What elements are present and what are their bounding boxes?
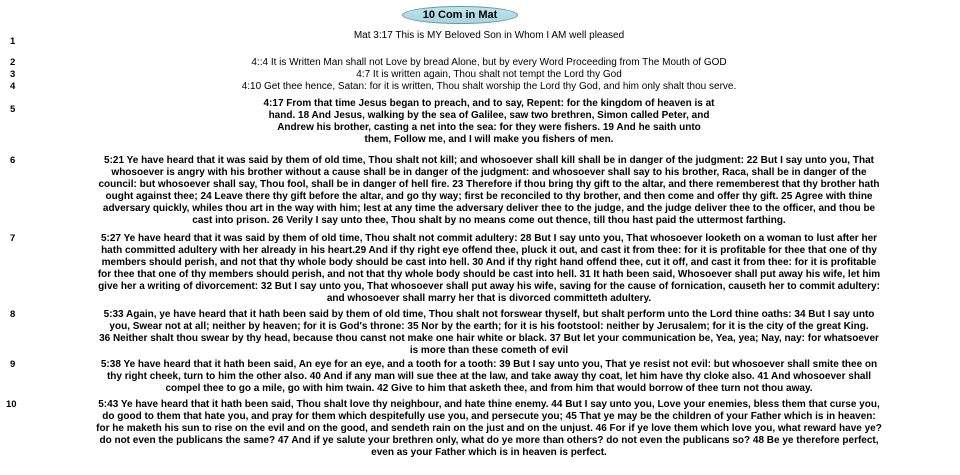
verse-text: Mat 3:17 This is MY Beloved Son in Whom I AM well pleased	[353, 30, 625, 41]
row-number: 1	[10, 36, 16, 47]
row-number: 2	[10, 57, 16, 68]
verse-text: 4:7 It is written again, Thou shalt not tempt the Lord thy God	[356, 69, 622, 80]
row-number: 6	[10, 155, 16, 166]
verse-text: 5:27 Ye have heard that it was said by them of old time, Thou shalt not commit adultery: 28 But I say unto you, That whosoever looketh on a woman to lust after her hath committed adultery with her already in his heart.29 And if thy right eye offend thee, pluck it out, and cast it from thee: for it is profitable for thee that one of thy members should perish, and not that thy whole body should be cast into hell. 30 And if thy right hand offend thee, cut it off, and cast it from thee: for it is profitable for thee that one of thy members should perish, and not that thy whole body should be cast into hell. 31 It hath been said, Whosoever shall put away his wife, let him give her a writing of divorcement: 32 But I say unto you, That whosoever shall put away his wife, saving for the cause of fornication, causeth her to commit adultery: and whosoever shall marry her that is divorced committeth adultery.	[97, 233, 881, 304]
row-number: 4	[10, 81, 16, 92]
verse-text: 5:38 Ye have heard that it hath been said, An eye for an eye, and a tooth for a tooth: 39 But I say unto you, That ye resist not evil: but whosoever shall smite thee on thy right cheek, turn to him the other also. 40 And if any man will sue thee at the law, and take away thy coat, let him have thy cloke also. 41 And whosoever shall compel thee to go a mile, go with him twain. 42 Give to him that asketh thee, and from him that would borrow of thee turn not thou away.	[100, 359, 878, 394]
verse-text: 4:10 Get thee hence, Satan: for it is written, Thou shalt worship the Lord thy God, and him only shalt thou serve.	[241, 81, 737, 92]
row-number: 7	[10, 233, 16, 244]
row-number: 5	[10, 104, 16, 115]
row-number: 9	[10, 359, 16, 370]
verse-text: 5:21 Ye have heard that it was said by them of old time, Thou shalt not kill; and whosoever shall kill shall be in danger of the judgment: 22 But I say unto you, That whosoever is angry with his brother without a cause shall be in danger of the judgment: and whosoever shall say to his brother, Raca, shall be in danger of the council: but whosoever shall say, Thou fool, shall be in danger of hell fire. 23 Therefore if thou bring thy gift to the altar, and there rememberest that thy brother hath ought against thee; 24 Leave there thy gift before the altar, and go thy way; first be reconciled to thy brother, and then come and offer thy gift. 25 Agree with thine adversary quickly, whiles thou art in the way with him; lest at any time the adversary deliver thee to the judge, and the judge deliver thee to the officer, and thou be cast into prison. 26 Verily I say unto thee, Thou shalt by no means come out thence, till thou hast paid the uttermost farthing.	[98, 155, 880, 226]
verse-text: 4:17 From that time Jesus began to preach, and to say, Repent: for the kingdom of heaven is at hand. 18 And Jesus, walking by the sea of Galilee, saw two brethren, Simon called Peter, and Andrew his brother, casting a net into the sea: for they were fishers. 19 And he saith unto them, Follow me, and I will make you fishers of men.	[263, 98, 715, 145]
document-title: 10 Com in Mat	[402, 6, 518, 24]
verse-text: 5:43 Ye have heard that it hath been said, Thou shalt love thy neighbour, and hate thine enemy. 44 But I say unto you, Love your enemies, bless them that curse you, do good to them that hate you, and pray for them which despitefully use you, and persecute you; 45 That ye may be the children of your Father which is in heaven: for he maketh his sun to rise on the evil and on the good, and sendeth rain on the just and on the unjust. 46 For if ye love them which love you, what reward have ye? do not even the publicans the same? 47 And if ye salute your brethren only, what do ye more than others? do not even the publicans so? 48 Be ye therefore perfect, even as your Father which is in heaven is perfect.	[96, 399, 882, 458]
row-number: 8	[10, 309, 16, 320]
verse-text: 5:33 Again, ye have heard that it hath been said by them of old time, Thou shalt not forswear thyself, but shalt perform unto the Lord thine oaths: 34 But I say unto you, Swear not at all; neither by heaven; for it is God's throne: 35 Nor by the earth; for it is his footstool: neither by Jerusalem; for it is the city of the great King. 36 Neither shalt thou swear by thy head, because thou canst not make one hair white or black. 37 But let your communication be, Yea, yea; Nay, nay: for whatsoever is more than these cometh of evil	[99, 309, 879, 356]
row-number: 3	[10, 69, 16, 80]
verse-text: 4::4 It is Written Man shall not Love by bread Alone, but by every Word Proceeding from The Mouth of GOD	[251, 57, 727, 68]
row-number: 10	[6, 399, 17, 410]
